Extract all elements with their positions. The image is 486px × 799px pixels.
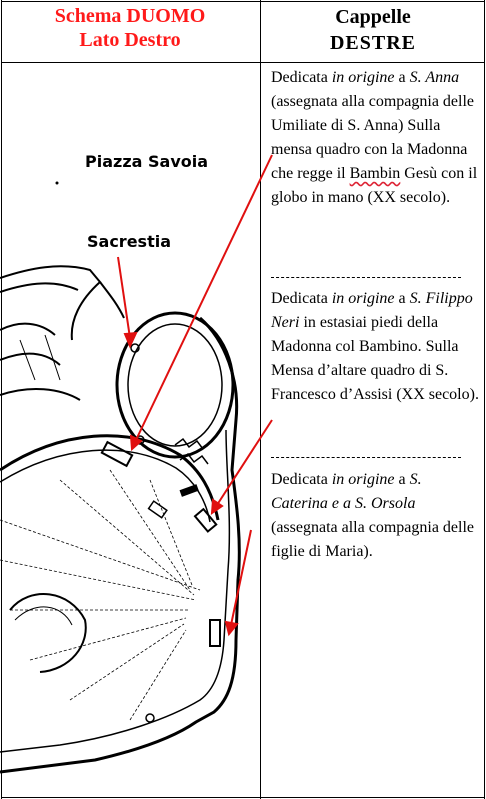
- label-piazza-savoia: Piazza Savoia: [85, 152, 209, 171]
- chapel-1-description: Dedicata in origine a S. Anna (assegnata alla compagnia delle Umiliate di S. Anna) Sulla mensa quadro con la Madonna che regge il Bambin Gesù con il globo in mano (XX secolo).: [271, 69, 478, 206]
- chapel-separator-1: [271, 277, 461, 278]
- spellcheck-underlined-word: Bambin: [349, 165, 401, 182]
- chapel-separator-2: [271, 457, 461, 458]
- label-sacrestia: Sacrestia: [87, 232, 171, 251]
- chapel-3-description: Dedicata in origine a S. Caterina e a S. Orsola (assegnata alla compagnia delle figlie di Maria).: [271, 471, 475, 560]
- header-right-line1: Cappelle: [335, 6, 411, 28]
- header-left-line1: Schema DUOMO: [54, 5, 206, 27]
- header-left-line2: Lato Destro: [79, 29, 181, 51]
- header-right-line2: DESTRE: [329, 32, 417, 54]
- chapel-2-description: Dedicata in origine a S. Filippo Neri in estasiai piedi della Madonna col Bambino. Sulla Mensa d’altare quadro di S. Francesco d’Assisi (XX secolo).: [271, 290, 479, 403]
